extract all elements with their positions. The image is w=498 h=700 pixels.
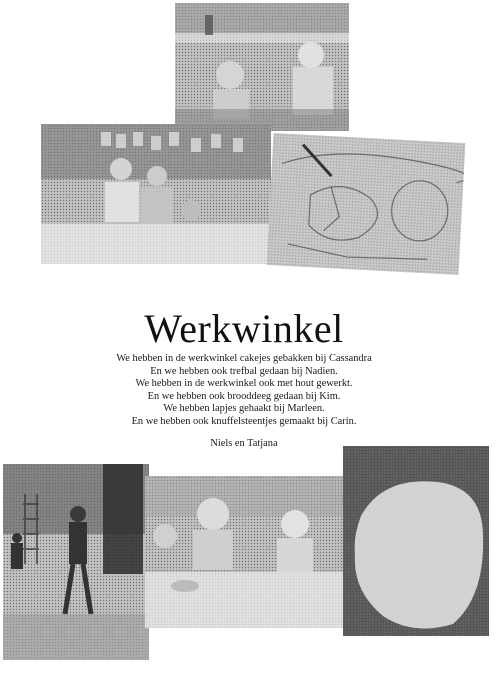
page-title: Werkwinkel: [144, 306, 344, 351]
photo-baking-kitchen: [175, 3, 349, 131]
text-line: En we hebben ook trefbal gedaan bij Nadien.: [150, 365, 338, 377]
author-credit: Niels en Tatjana: [210, 438, 278, 449]
photo-woodwork-drawing: [267, 133, 466, 275]
text-line: We hebben in de werkwinkel cakejes gebakken bij Cassandra: [116, 353, 372, 364]
article-text: [60, 306, 428, 451]
photo-bread-dough-table: [145, 476, 343, 628]
photo-painted-stone: [343, 446, 489, 636]
text-line: En we hebben ook brooddeeg gedaan bij Kim.: [147, 390, 341, 402]
text-line: En we hebben ook knuffelsteentjes gemaakt bij Carin.: [131, 415, 357, 427]
photo-classroom-children: [41, 124, 271, 264]
text-line: We hebben lapjes gehaakt bij Marleen.: [163, 403, 325, 414]
text-line: We hebben in de werkwinkel ook met hout gewerkt.: [135, 378, 353, 389]
photo-gym-dodgeball: [3, 464, 149, 660]
